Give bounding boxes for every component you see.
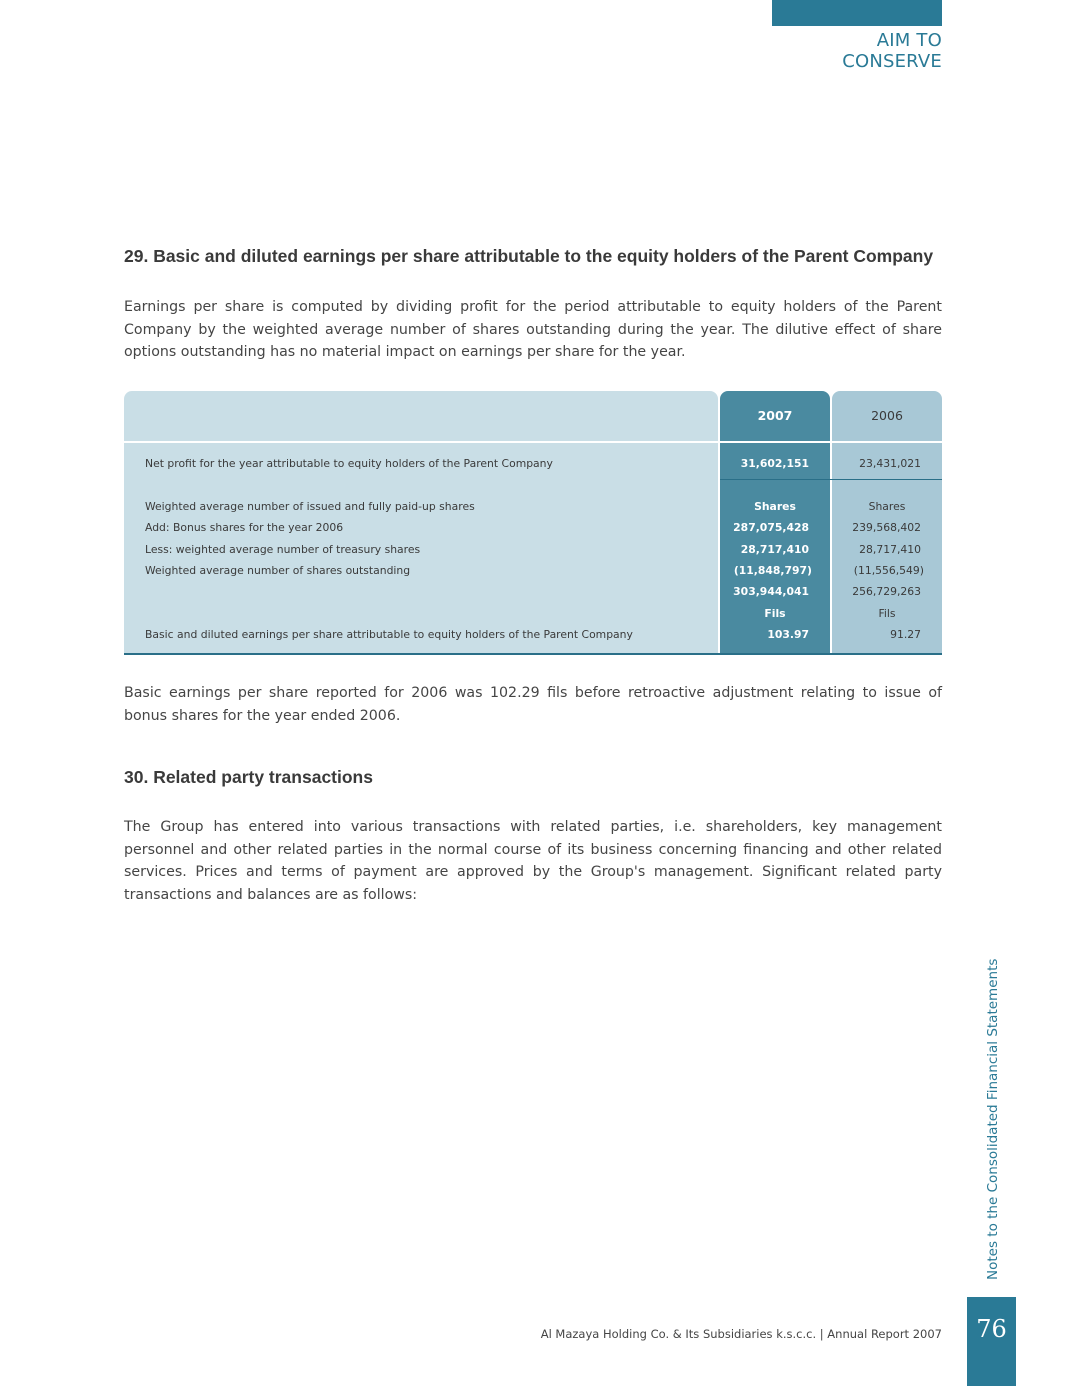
row-label: Net profit for the year attributable to equity holders of the Parent Company [145,457,553,470]
table-row [124,585,942,605]
table-header-divider [124,441,942,443]
table-row [124,543,942,563]
unit-2007: Shares [754,500,796,513]
table-row [124,628,942,648]
value-2006: 256,729,263 [852,585,921,598]
page-number-box [967,1297,1016,1386]
value-2006: 91.27 [890,628,921,641]
table-row-divider [720,479,942,480]
value-2006: 239,568,402 [852,521,921,534]
column-header-2006: 2006 [871,408,903,423]
value-2006: (11,556,549) [853,564,924,577]
value-2007: 28,717,410 [740,543,809,556]
eps-table [124,391,942,655]
section-30-body: The Group has entered into various transactions with related parties, i.e. shareholders, key management personnel and other related parties in the normal course of its business concerning financing and other related services. Prices and terms of payment are approved by the Group's management. Significant related party transactions and balances are as follows: [124,819,942,903]
value-2007: (11,848,797) [733,564,812,577]
unit-2007: Fils [764,607,786,620]
table-row [124,607,942,627]
table-row [124,500,942,520]
row-label: Weighted average number of shares outstanding [145,564,411,577]
row-label: Less: weighted average number of treasury shares [145,543,421,556]
section-30-title: 30. Related party transactions [124,767,373,787]
value-2007: 103.97 [767,628,809,641]
value-2007: 287,075,428 [733,521,809,534]
basic-eps-note: Basic earnings per share reported for 2006 was 102.29 fils before retroactive adjustment relating to issue of bonus shares for the year ended 2006. [124,685,942,724]
unit-2006: Fils [878,607,896,620]
section-29-title: 29. Basic and diluted earnings per share attributable to the equity holders of the Parent Company [124,246,934,266]
value-2006: 23,431,021 [859,457,921,470]
table-row [124,564,942,584]
unit-2006: Shares [868,500,906,513]
table-row [124,521,942,541]
row-label: Weighted average number of issued and fully paid-up shares [145,500,475,513]
row-label: Add: Bonus shares for the year 2006 [145,521,344,534]
side-section-label: Notes to the Consolidated Financial Statements [985,958,1001,1280]
value-2007: 303,944,041 [733,585,809,598]
value-2006: 28,717,410 [859,543,921,556]
section-29-intro: Earnings per share is computed by dividing profit for the period attributable to equity holders of the Parent Company by the weighted average number of shares outstanding during the year. The dilutive effect of share options outstanding has no material impact on earnings per share for the year. [124,299,942,360]
footer-text: Al Mazaya Holding Co. & Its Subsidiaries k.s.c.c. | Annual Report 2007 [540,1327,942,1341]
page-number: 76 [976,1315,1007,1343]
table-row [124,457,942,477]
value-2007: 31,602,151 [740,457,809,470]
header-tagline: AIM TO CONSERVE [842,30,942,72]
column-header-2007: 2007 [757,408,793,423]
table-bottom-rule [124,653,942,655]
row-label: Basic and diluted earnings per share attributable to equity holders of the Parent Company [145,628,633,641]
header-accent-bar [772,0,942,26]
